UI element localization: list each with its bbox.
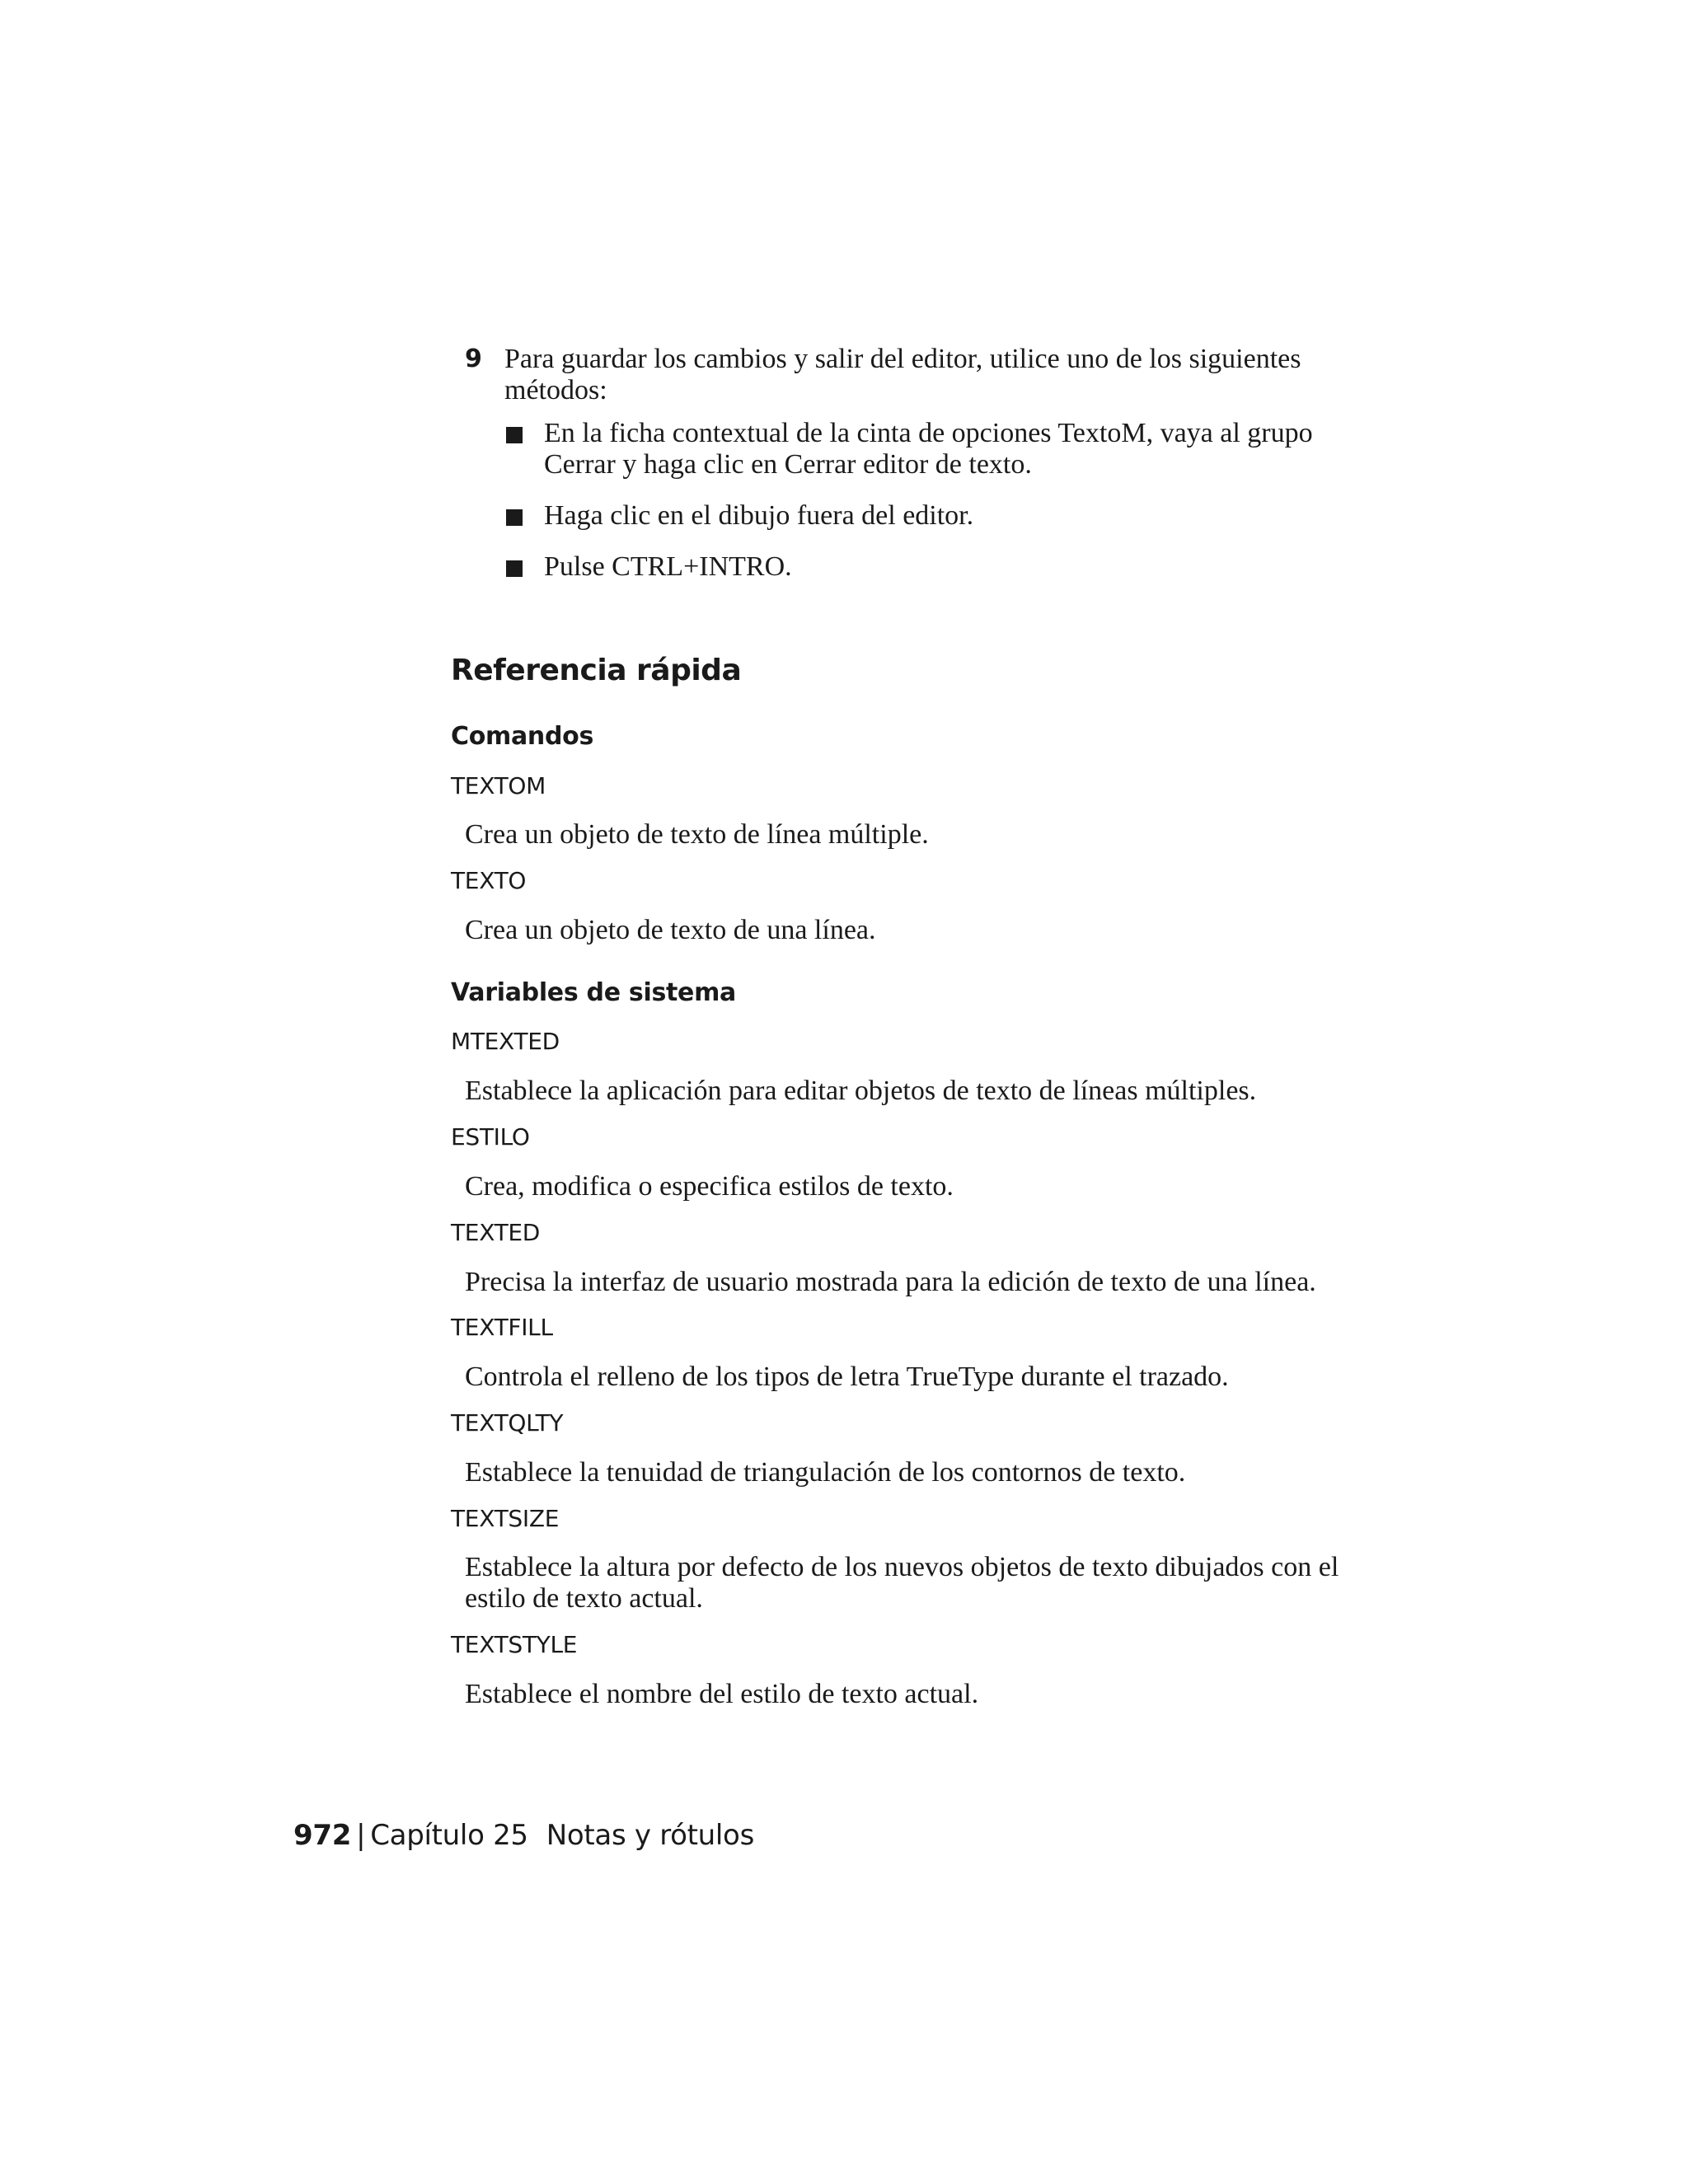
variable-term: MTEXTED <box>451 1028 560 1055</box>
step-text: Para guardar los cambios y salir del editor, utilice uno de los siguientes métodos: <box>504 344 1301 405</box>
command-term: TEXTOM <box>451 772 546 799</box>
variable-description: Establece la aplicación para editar objetos de texto de líneas múltiples. <box>465 1076 1257 1106</box>
list-item-text: Haga clic en el dibujo fuera del editor. <box>544 500 974 531</box>
variable-description: Precisa la interfaz de usuario mostrada para la edición de texto de una línea. <box>465 1267 1316 1297</box>
variable-description: Crea, modifica o especifica estilos de texto. <box>465 1171 954 1202</box>
variable-description: Establece la altura por defecto de los nuevos objetos de texto dibujados con el estilo de texto actual. <box>465 1552 1339 1614</box>
chapter-title: Notas y rótulos <box>546 1819 754 1852</box>
list-item <box>504 500 1353 532</box>
list-item <box>504 551 1353 583</box>
variable-description: Establece el nombre del estilo de texto actual. <box>465 1679 979 1709</box>
list-item-text: Pulse CTRL+INTRO. <box>544 551 792 582</box>
variable-description: Controla el relleno de los tipos de letra TrueType durante el trazado. <box>465 1361 1229 1392</box>
footer-separator: | <box>356 1819 366 1852</box>
square-bullet-icon <box>506 427 523 443</box>
system-variables-heading: Variables de sistema <box>451 978 737 1007</box>
command-description: Crea un objeto de texto de una línea. <box>465 915 876 945</box>
list-item <box>504 418 1353 480</box>
bullet-list <box>504 418 1353 602</box>
page-footer <box>293 1819 754 1852</box>
chapter-label: Capítulo 25 <box>370 1819 528 1852</box>
command-description: Crea un objeto de texto de línea múltiple. <box>465 819 929 850</box>
variable-term: TEXTED <box>451 1219 541 1246</box>
command-term: TEXTO <box>451 867 527 894</box>
page-number: 972 <box>293 1819 352 1852</box>
variable-term: ESTILO <box>451 1123 530 1151</box>
variable-term: TEXTQLTY <box>451 1409 564 1436</box>
list-item-text: En la ficha contextual de la cinta de opciones TextoM, vaya al grupo Cerrar y haga clic en Cerrar editor de texto. <box>544 418 1313 480</box>
variable-term: TEXTSTYLE <box>451 1631 578 1658</box>
commands-heading: Comandos <box>451 722 594 751</box>
square-bullet-icon <box>506 509 523 526</box>
step-number: 9 <box>465 344 482 373</box>
square-bullet-icon <box>506 560 523 577</box>
section-heading: Referencia rápida <box>451 654 742 687</box>
variable-description: Establece la tenuidad de triangulación de los contornos de texto. <box>465 1457 1186 1488</box>
variable-term: TEXTSIZE <box>451 1505 560 1532</box>
variable-term: TEXTFILL <box>451 1314 553 1341</box>
